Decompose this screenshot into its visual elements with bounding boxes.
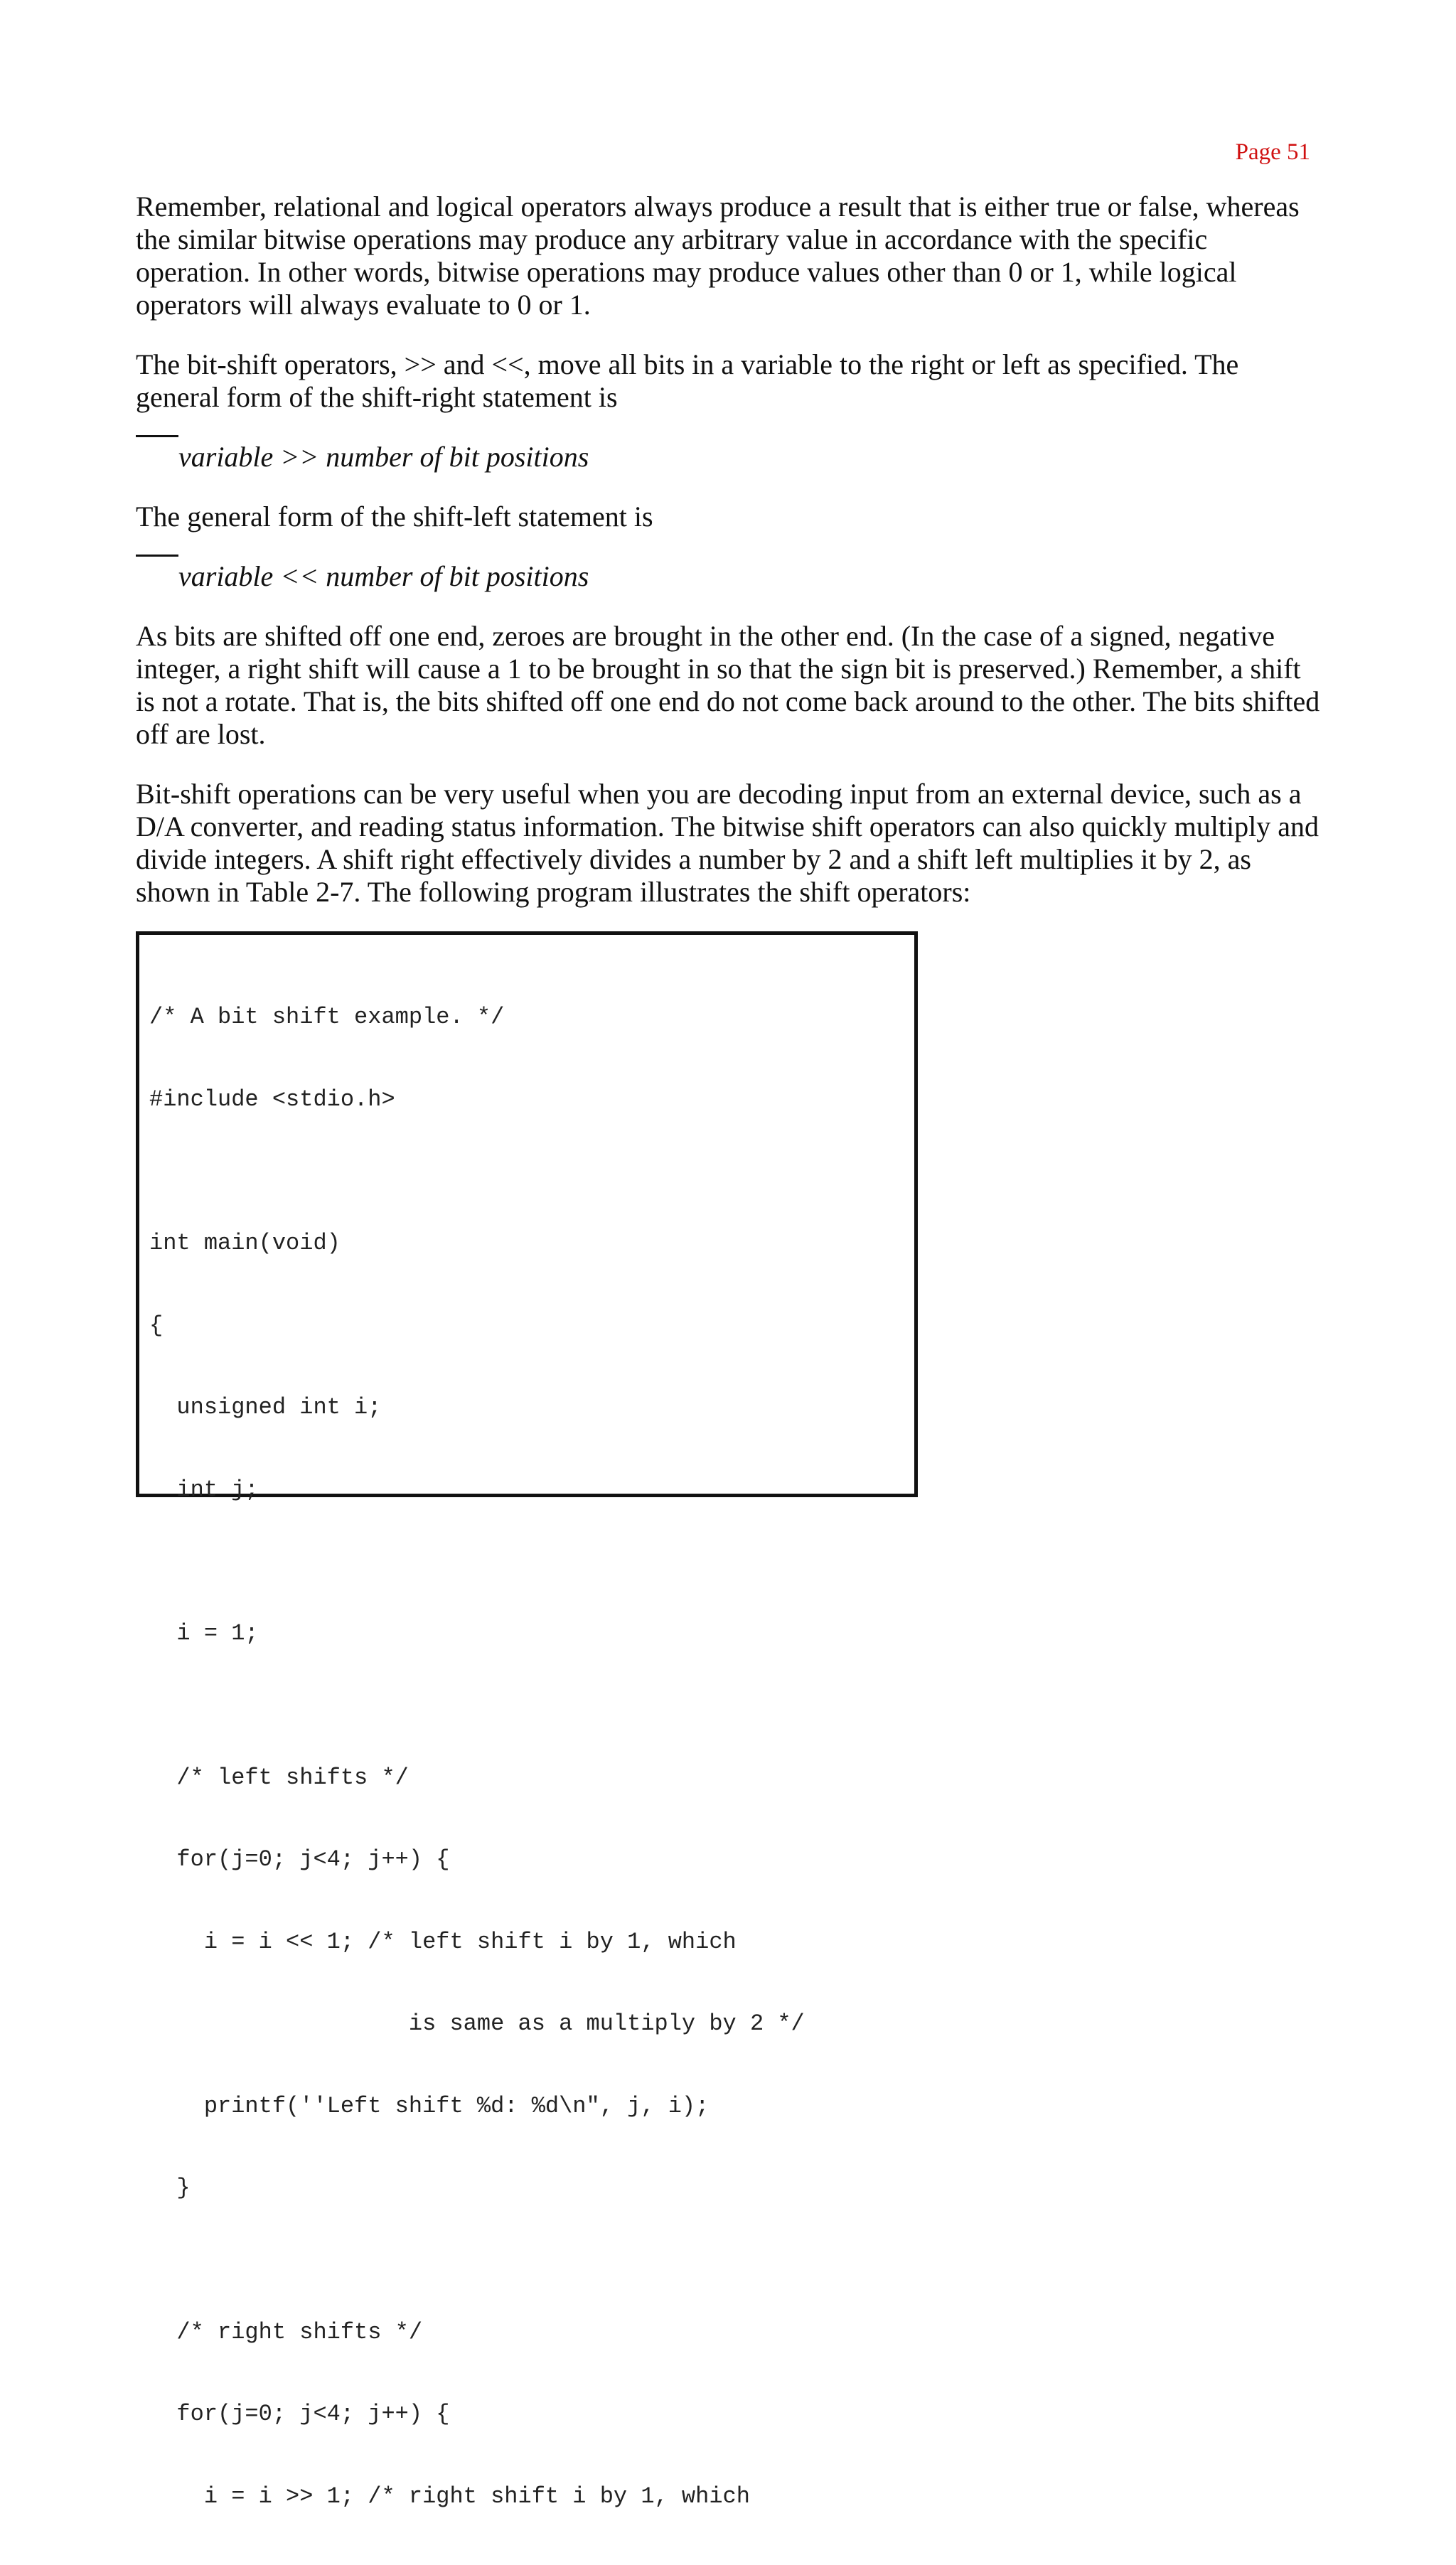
formula-dash-mark xyxy=(136,435,178,437)
code-line: int j; xyxy=(149,1476,259,1503)
code-line: i = i << 1; /* left shift i by 1, which xyxy=(149,1928,737,1955)
code-line: int main(void) xyxy=(149,1230,341,1256)
paragraph-zeroes-shifted: As bits are shifted off one end, zeroes are brought in the other end. (In the case of a signed, negative integer, a right shift will cause a 1 to be brought in so that the sign bit is preserved.) Remember, a shift is not a rotate. That is, the bits shifted off one end do not come back around to the other. The bits shifted off are lost. xyxy=(136,620,1320,750)
code-line: is same as a multiply by 2 */ xyxy=(149,2010,805,2037)
code-blank-line xyxy=(149,1558,914,1565)
document-body xyxy=(136,191,1322,936)
code-line: { xyxy=(149,1312,164,1339)
code-line: /* A bit shift example. */ xyxy=(149,1004,505,1030)
code-block xyxy=(139,935,914,2565)
code-blank-line xyxy=(149,1168,914,1175)
code-listing xyxy=(136,931,918,2510)
code-blank-line xyxy=(149,1703,914,1710)
code-line: unsigned int i; xyxy=(149,1394,382,1420)
paragraph-shift-uses: Bit-shift operations can be very useful when you are decoding input from an external device, such as a D/A converter, and reading status information. The bitwise shift operators can also quickly multiply and divide integers. A shift right effectively divides a number by 2 and a shift left multiplies it by 2, as shown in Table 2-7. The following program illustrates the shift operators: xyxy=(136,778,1319,908)
formula-shift-right xyxy=(136,441,1322,473)
formula-shift-left xyxy=(136,560,1322,593)
paragraph-bit-shift-intro: The bit-shift operators, >> and <<, move all bits in a variable to the right or left as specified. The general form of the shift-right statement is xyxy=(136,348,1239,413)
code-line: i = i >> 1; /* right shift i by 1, which xyxy=(149,2483,750,2510)
code-line: } xyxy=(149,2175,191,2201)
code-line: for(j=0; j<4; j++) { xyxy=(149,1846,450,1873)
code-line: printf(''Left shift %d: %d\n", j, i); xyxy=(149,2092,710,2119)
paragraph-shift-left-form: The general form of the shift-left statement is xyxy=(136,500,653,532)
code-line: #include <stdio.h> xyxy=(149,1086,395,1113)
page-number: Page 51 xyxy=(1235,139,1310,165)
code-blank-line xyxy=(149,2257,914,2264)
paragraph-operators-result: Remember, relational and logical operators always produce a result that is either true or false, whereas the similar bitwise operations may produce any arbitrary value in accordance with the specific operation. In other words, bitwise operations may produce values other than 0 or 1, while logical operators will always evaluate to 0 or 1. xyxy=(136,191,1300,321)
formula-shift-right-text: variable >> number of bit positions xyxy=(178,441,589,473)
code-line: for(j=0; j<4; j++) { xyxy=(149,2401,450,2427)
code-line: /* right shifts */ xyxy=(149,2318,423,2345)
code-line: /* left shifts */ xyxy=(149,1764,409,1791)
formula-shift-left-text: variable << number of bit positions xyxy=(178,560,589,592)
formula-dash-mark xyxy=(136,555,178,557)
code-line: i = 1; xyxy=(149,1620,259,1646)
